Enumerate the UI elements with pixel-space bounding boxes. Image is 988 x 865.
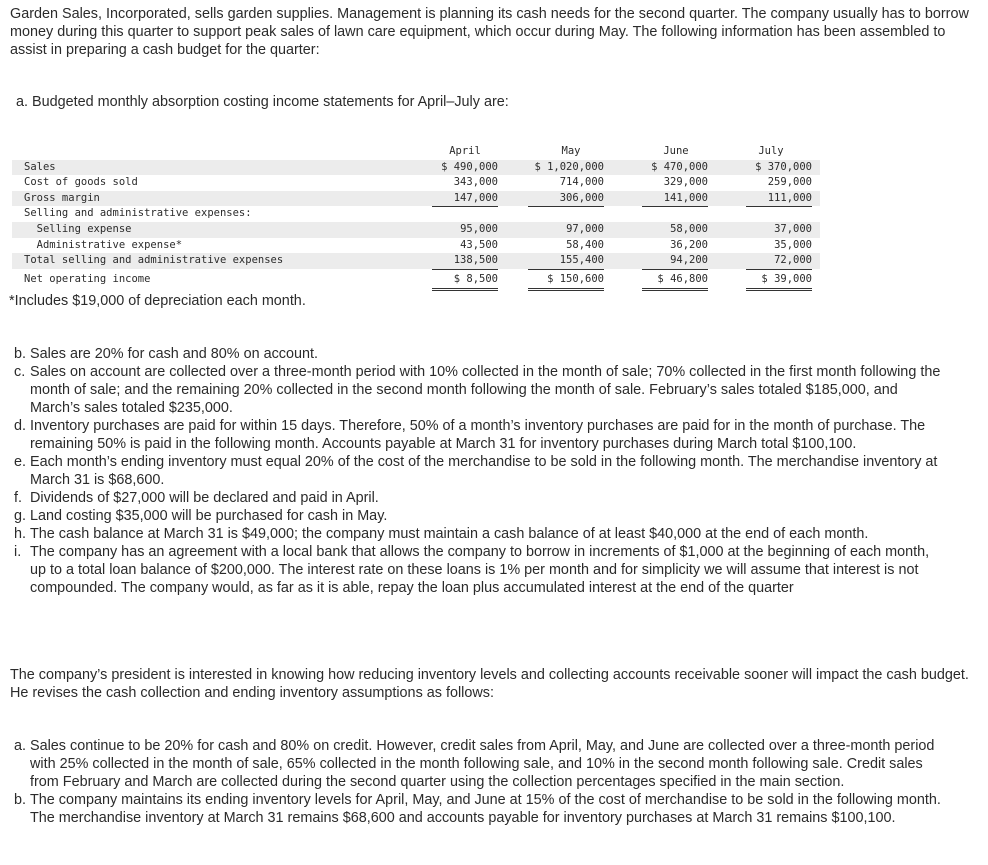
cell-admin-july: 35,000 [746, 238, 812, 255]
table-row [12, 160, 820, 176]
cell-cogs-july: 259,000 [746, 175, 812, 192]
cell-cogs-may: 714,000 [528, 175, 604, 192]
col-header-july: July [758, 145, 784, 157]
table-row [12, 222, 820, 238]
row-label-sga-heading: Selling and administrative expenses: [24, 207, 252, 220]
cell-sales-april: $ 490,000 [441, 160, 498, 173]
row-label-cogs: Cost of goods sold [24, 176, 138, 189]
table-row [12, 253, 820, 269]
intro-paragraph: Garden Sales, Incorporated, sells garden supplies. Management is planning its cash needs for the second quarter. The company usually has to borrow money during this quarter to support peak sales of lawn care equipment, which occur during May. The following information has been assembled to assist in preparing a cash budget for the quarter: [10, 6, 969, 58]
item-text: Sales on account are collected over a three-month period with 10% collected in the month of sale; 70% collected in the first month following the month of sale; and the remaining 20% collected in the second month following the month of sale. February’s sales totaled $185,000, and March’s sales totaled $235,000. [30, 364, 941, 416]
table-header-row [12, 144, 820, 160]
row-label-admin: Administrative expense* [24, 238, 183, 251]
table-row [12, 206, 820, 222]
depreciation-footnote: *Includes $19,000 of depreciation each month. [9, 293, 306, 309]
cell-gm-may: 306,000 [528, 191, 604, 208]
list-item [14, 417, 949, 453]
table-row [12, 272, 820, 288]
cell-total-sga-june: 94,200 [642, 253, 708, 270]
row-label-noi: Net operating income [24, 273, 151, 285]
cell-gm-april: 147,000 [432, 191, 498, 208]
cell-admin-april: 43,500 [432, 238, 498, 255]
item-marker: g. [14, 508, 27, 524]
cell-gm-june: 141,000 [642, 191, 708, 208]
list-item [14, 489, 949, 507]
item-text: The cash balance at March 31 is $49,000; the company must maintain a cash balance of at least $40,000 at the end of each month. [30, 526, 869, 542]
table-row [12, 238, 820, 254]
assumptions-list [14, 345, 949, 597]
item-marker: a. [14, 738, 27, 754]
item-marker: e. [14, 454, 27, 470]
col-header-may: May [561, 145, 581, 157]
cell-gm-july: 111,000 [746, 191, 812, 208]
cell-noi-june: $ 46,800 [642, 272, 708, 291]
list-item [14, 345, 949, 363]
item-text: Sales continue to be 20% for cash and 80% on credit. However, credit sales from April, May, and June are collected over a three-month period with 25% collected in the month of sale, 65% collected in the month following sale, and 10% in the second month following sale. Credit sales from February and March are collected during the second quarter using the collection percentages specified in the main section. [30, 738, 935, 790]
cell-admin-june: 36,200 [642, 238, 708, 255]
item-marker: b. [14, 792, 27, 808]
col-header-june: June [663, 145, 689, 157]
item-marker: i. [14, 544, 22, 560]
col-header-april: April [449, 145, 481, 157]
cell-total-sga-april: 138,500 [432, 253, 498, 270]
item-marker: f. [14, 490, 22, 506]
table-row [12, 191, 820, 207]
list-item [14, 525, 949, 543]
item-marker: b. [14, 346, 27, 362]
cell-selling-may: 97,000 [566, 223, 604, 235]
cell-noi-july: $ 39,000 [746, 272, 812, 291]
item-text: The company maintains its ending inventory levels for April, May, and June at 15% of the cost of merchandise to be sold in the following month. The merchandise inventory at March 31 remains $68,600 and accounts payable for inventory purchases at March 31 remains $100,100. [30, 792, 941, 826]
list-item [14, 543, 949, 597]
row-label-selling: Selling expense [24, 223, 132, 235]
item-text: Dividends of $27,000 will be declared and paid in April. [30, 490, 379, 506]
cell-admin-may: 58,400 [528, 238, 604, 255]
revised-assumptions-list [14, 737, 949, 827]
cell-sales-june: $ 470,000 [651, 160, 708, 173]
cell-cogs-april: 343,000 [432, 175, 498, 192]
list-item [14, 507, 949, 525]
row-label-sales: Sales [24, 160, 56, 173]
cell-noi-may: $ 150,600 [528, 272, 604, 291]
item-text: Each month’s ending inventory must equal 20% of the cost of the merchandise to be sold in the following month. The merchandise inventory at March 31 is $68,600. [30, 454, 938, 488]
cell-sales-may: $ 1,020,000 [534, 160, 604, 173]
cell-cogs-june: 329,000 [642, 175, 708, 192]
cell-selling-july: 37,000 [774, 223, 812, 235]
cell-total-sga-july: 72,000 [746, 253, 812, 270]
row-label-gross-margin: Gross margin [24, 191, 100, 204]
table-row [12, 175, 820, 191]
list-item [14, 791, 949, 827]
item-text: Inventory purchases are paid for within 15 days. Therefore, 50% of a month’s inventory purchases are paid for in the month of purchase. The remaining 50% is paid in the following month. Accounts payable at March 31 for inventory purchases during March total $100,100. [30, 418, 926, 452]
row-label-total-sga: Total selling and administrative expenses [24, 254, 284, 267]
part-a-heading: a. Budgeted monthly absorption costing income statements for April–July are: [16, 94, 509, 110]
item-marker: d. [14, 418, 27, 434]
cell-selling-june: 58,000 [670, 223, 708, 235]
cell-selling-april: 95,000 [460, 223, 498, 235]
list-item [14, 363, 949, 417]
item-text: Land costing $35,000 will be purchased for cash in May. [30, 508, 388, 524]
item-marker: h. [14, 526, 27, 542]
president-paragraph: The company’s president is interested in knowing how reducing inventory levels and collecting accounts receivable sooner will impact the cash budget. He revises the cash collection and ending inventory assumptions as follows: [10, 667, 969, 701]
item-marker: c. [14, 364, 26, 380]
income-statement-table [12, 144, 820, 292]
item-text: The company has an agreement with a local bank that allows the company to borrow in increments of $1,000 at the beginning of each month, up to a total loan balance of $200,000. The interest rate on these loans is 1% per month and for simplicity we will assume that interest is not compounded. The company would, as far as it is able, repay the loan plus accumulated interest at the end of the quarter [30, 544, 930, 596]
list-item [14, 737, 949, 791]
cell-noi-april: $ 8,500 [432, 272, 498, 291]
item-text: Sales are 20% for cash and 80% on account. [30, 346, 318, 362]
cell-sales-july: $ 370,000 [755, 160, 812, 173]
cell-total-sga-may: 155,400 [528, 253, 604, 270]
list-item [14, 453, 949, 489]
